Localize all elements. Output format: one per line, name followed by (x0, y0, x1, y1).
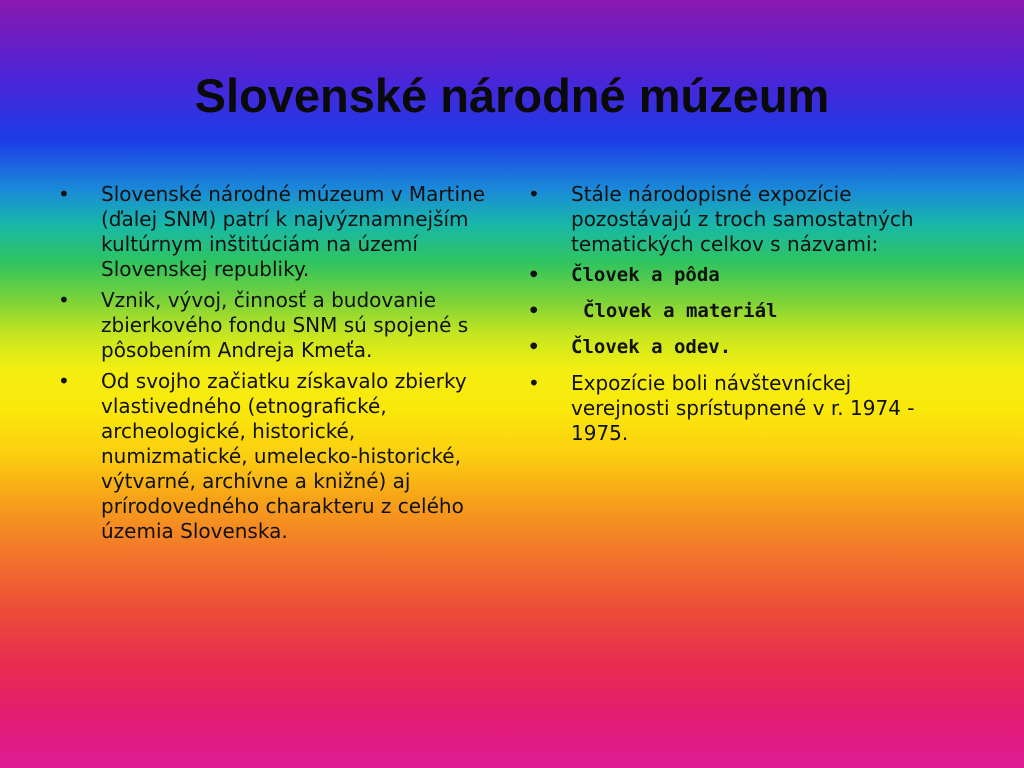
bullet-exhibitions-opening: • Expozície boli návštevníckej verejnosti sprístupnené v r. 1974 - 1975. (528, 371, 918, 446)
right-bullet-list (528, 182, 918, 452)
bullet-theme-poda: • Človek a pôda (528, 263, 918, 288)
bullet-theme-odev: • Človek a odev. (528, 335, 918, 360)
bullet-exhibitions-intro: • Stále národopisné expozície pozostávajú z troch samostatných tematických celkov s názvami: (528, 182, 918, 257)
bullet-snm-collections: • Od svojho začiatku získavalo zbierky vlastivedného (etnografické, archeologické, historické, numizmatické, umelecko-historické, výtvarné, archívne a knižné) aj prírodovedného charakteru z celého územia Slovenska. (58, 369, 488, 544)
left-bullet-list (58, 182, 488, 550)
bullet-snm-origin: • Vznik, vývoj, činnosť a budovanie zbierkového fondu SNM sú spojené s pôsobením Andreja Kmeťa. (58, 288, 488, 363)
slide-title: Slovenské národné múzeum (194, 69, 830, 122)
bullet-snm-intro: • Slovenské národné múzeum v Martine (ďalej SNM) patrí k najvýznamnejším kultúrnym inštitúciám na území Slovenskej republiky. (58, 182, 488, 282)
bullet-theme-material: • Človek a materiál (528, 299, 918, 324)
